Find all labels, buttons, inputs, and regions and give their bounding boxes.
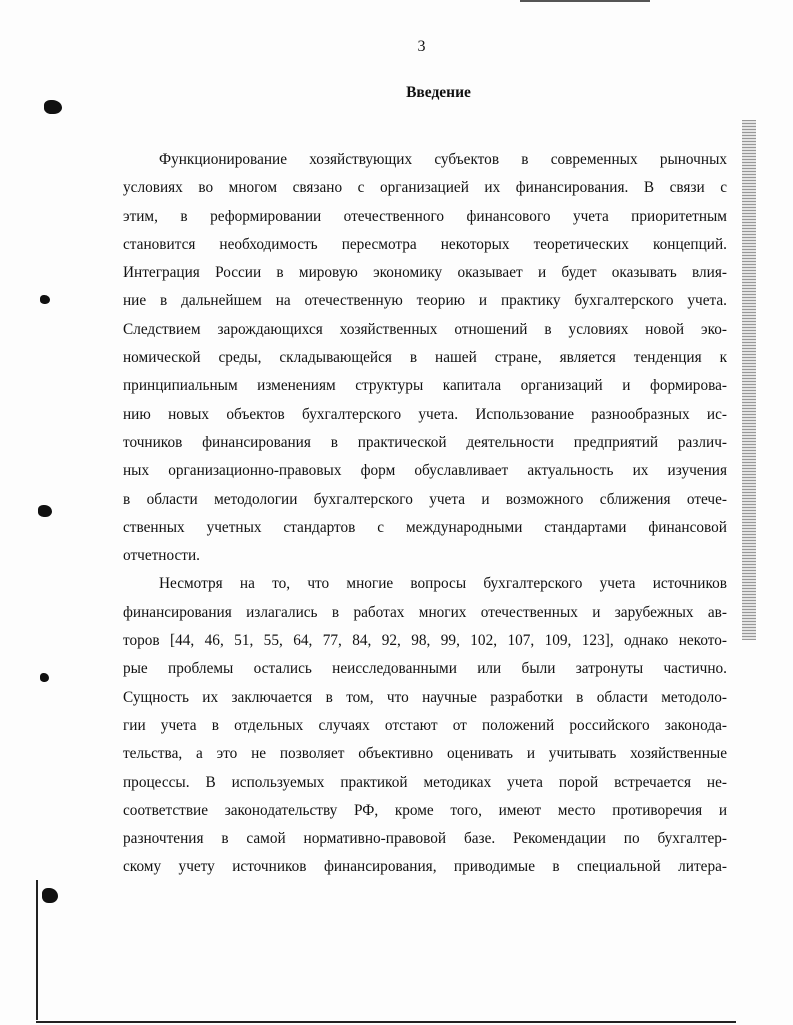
text-line: скому учету источников финансирования, приводимые в специальной литера- <box>123 858 727 876</box>
text-line: этим, в реформировании отечественного финансового учета приоритетным <box>123 207 727 225</box>
page-number: 3 <box>417 38 426 55</box>
paragraph-2 <box>123 570 727 881</box>
text-line: Несмотря на то, что многие вопросы бухгалтерского учета источников <box>159 575 727 593</box>
text-line: в области методологии бухгалтерского учета и возможного сближения отече- <box>123 490 727 508</box>
text-line: Следствием зарождающихся хозяйственных отношений в условиях новой эко- <box>123 320 727 338</box>
scan-edge-bottom <box>36 1021 736 1023</box>
scan-blot-5 <box>42 888 58 903</box>
text-line: гии учета в отдельных случаях отстают от положений российского законода- <box>123 716 727 734</box>
paragraph-1 <box>123 146 727 570</box>
text-line: ных организационно-правовых форм обуславливает актуальность их изучения <box>123 462 727 480</box>
text-line: Интеграция России в мировую экономику оказывает и будет оказывать влия- <box>123 264 727 282</box>
text-line: ние в дальнейшем на отечественную теорию и практику бухгалтерского учета. <box>123 292 727 310</box>
scan-stripe-right <box>742 120 756 640</box>
text-line: условиях во многом связано с организацией их финансирования. В связи с <box>123 179 727 197</box>
text-line: ственных учетных стандартов с международными стандартами финансовой <box>123 518 727 536</box>
section-heading: Введение <box>406 84 471 101</box>
text-line: рые проблемы остались неисследованными или были затронуты частично. <box>123 660 727 678</box>
scan-edge-top <box>520 0 650 2</box>
text-line: принципиальным изменениям структуры капитала организаций и формирова- <box>123 377 727 395</box>
text-line: нию новых объектов бухгалтерского учета. Использование разнообразных ис- <box>123 405 727 423</box>
text-line: номической среды, складывающейся в нашей стране, является тенденция к <box>123 349 727 367</box>
text-line: отчетности. <box>123 547 200 565</box>
scan-blot-2 <box>40 295 50 304</box>
scan-blot-3 <box>38 505 52 517</box>
scan-blot-top <box>44 100 62 114</box>
scan-edge-left <box>36 880 38 1020</box>
text-line: тельства, а это не позволяет объективно оценивать и учитывать хозяйственные <box>123 745 727 763</box>
text-line: точников финансирования в практической деятельности предприятий различ- <box>123 433 727 451</box>
text-line: торов [44, 46, 51, 55, 64, 77, 84, 92, 98, 99, 102, 107, 109, 123], однако некото- <box>123 632 727 650</box>
body-text <box>123 146 727 882</box>
text-line: разночтения в самой нормативно-правовой базе. Рекомендации по бухгалтер- <box>123 830 727 848</box>
text-line: становится необходимость пересмотра некоторых теоретических концепций. <box>123 235 727 253</box>
scan-blot-4 <box>40 673 49 682</box>
text-line: Сущность их заключается в том, что научные разработки в области методоло- <box>123 688 727 706</box>
text-line: соответствие законодательству РФ, кроме того, имеют место противоречия и <box>123 801 727 819</box>
text-line: финансирования излагались в работах многих отечественных и зарубежных ав- <box>123 603 727 621</box>
text-line: процессы. В используемых практикой методиках учета порой встречается не- <box>123 773 727 791</box>
text-line: Функционирование хозяйствующих субъектов в современных рыночных <box>159 151 727 168</box>
